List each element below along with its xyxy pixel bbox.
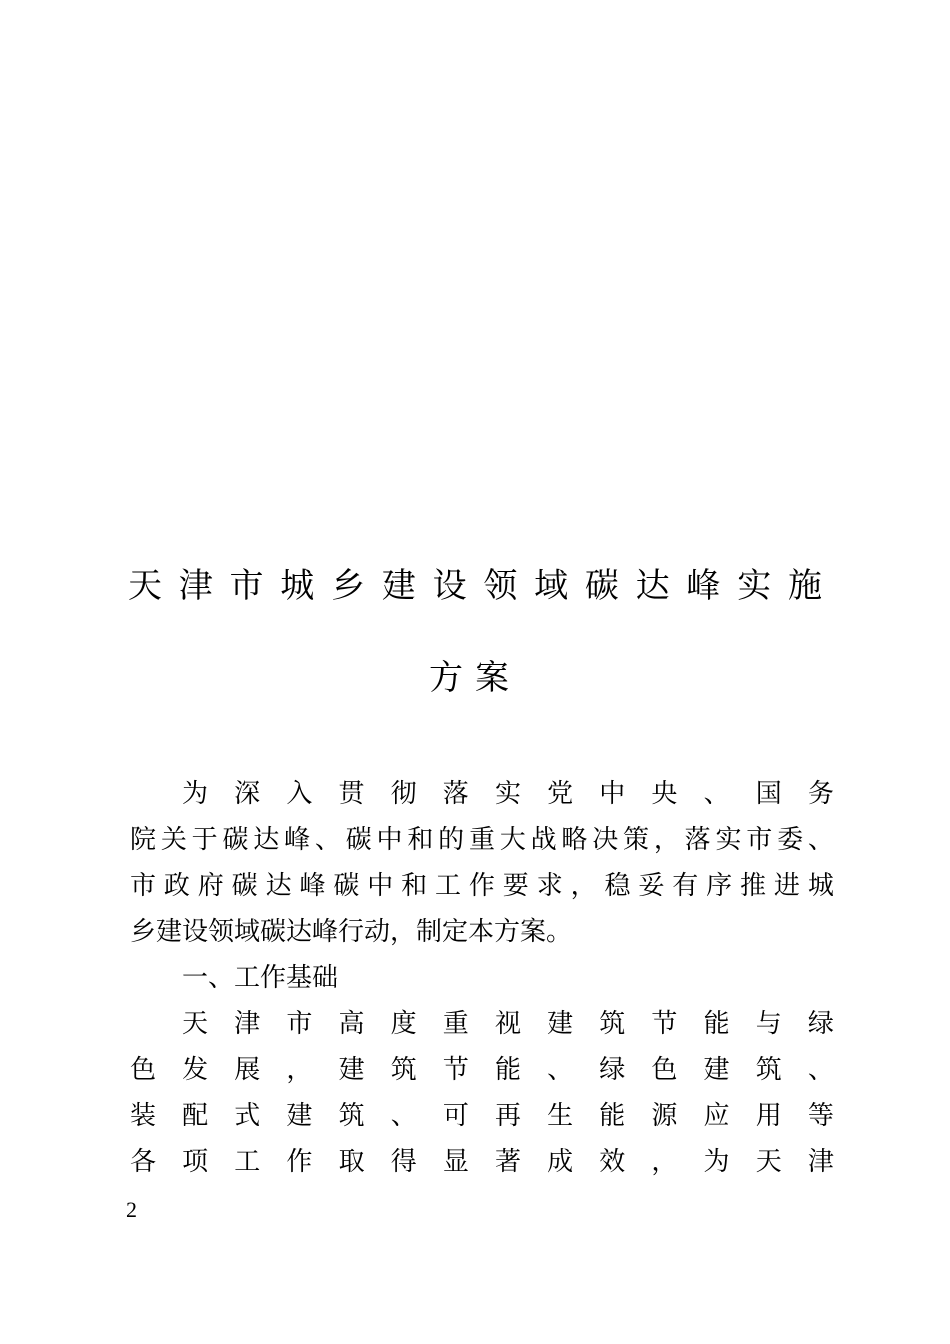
text-character: 、 — [547, 1055, 574, 1085]
text-character: 关 — [160, 825, 187, 855]
text-character: 著 — [494, 1147, 521, 1177]
text-character: 党 — [547, 779, 574, 809]
text-character: 中 — [367, 871, 394, 901]
text-character: 峰 — [686, 566, 721, 606]
intro-paragraph-line — [130, 824, 834, 856]
text-character: 策 — [623, 825, 650, 855]
text-character: 决 — [592, 825, 619, 855]
text-character: 再 — [494, 1101, 521, 1131]
text-character: 峰 — [299, 871, 326, 901]
text-character: 达 — [635, 566, 670, 606]
text-character: 能 — [703, 1009, 730, 1039]
text-character: 各 — [130, 1147, 157, 1177]
text-character: 取 — [338, 1147, 365, 1177]
text-character: 等 — [807, 1101, 834, 1131]
text-character: 乡 — [331, 566, 366, 606]
intro-paragraph-line: 乡建设领域碳达峰行动，制定本方案。 — [130, 917, 573, 947]
text-character: 源 — [651, 1101, 678, 1131]
text-character: 领 — [483, 566, 518, 606]
text-character: 有 — [672, 871, 699, 901]
text-character: 实 — [737, 566, 772, 606]
text-character: 达 — [265, 871, 292, 901]
page-number: 2 — [126, 1197, 137, 1222]
text-character: 用 — [755, 1101, 782, 1131]
text-character: 绿 — [599, 1055, 626, 1085]
text-character: 天 — [755, 1147, 782, 1177]
text-character: 显 — [442, 1147, 469, 1177]
text-character: 达 — [253, 825, 280, 855]
text-character: 大 — [499, 825, 526, 855]
text-character: 建 — [286, 1101, 313, 1131]
text-character: 实 — [715, 825, 742, 855]
text-character: 施 — [787, 566, 822, 606]
text-character: 建 — [703, 1055, 730, 1085]
text-character: 、 — [390, 1101, 417, 1131]
text-character: 略 — [561, 825, 588, 855]
text-character: 筑 — [599, 1009, 626, 1039]
text-character: 、 — [807, 1055, 834, 1085]
text-character: 碳 — [333, 871, 360, 901]
text-character: 配 — [182, 1101, 209, 1131]
text-character: 国 — [755, 779, 782, 809]
intro-paragraph-line — [182, 778, 834, 810]
text-character: 津 — [807, 1147, 834, 1177]
text-character: 应 — [703, 1101, 730, 1131]
text-character: 绿 — [807, 1009, 834, 1039]
text-character: 碳 — [222, 825, 249, 855]
text-character: 天 — [128, 566, 162, 606]
text-character: 央 — [651, 779, 678, 809]
text-character: 推 — [740, 871, 767, 901]
text-character: 域 — [534, 566, 569, 606]
text-character: 式 — [234, 1101, 261, 1131]
text-character: 落 — [442, 779, 469, 809]
section-paragraph-line — [130, 1100, 834, 1132]
text-character: 和 — [407, 825, 434, 855]
text-character: 和 — [401, 871, 428, 901]
text-character: 发 — [182, 1055, 209, 1085]
text-character: 中 — [599, 779, 626, 809]
text-character: 建 — [381, 566, 416, 606]
text-character: ， — [651, 1147, 678, 1177]
text-character: 稳 — [604, 871, 631, 901]
text-character: 视 — [494, 1009, 521, 1039]
text-character: 度 — [390, 1009, 417, 1039]
text-character: 设 — [432, 566, 467, 606]
text-character: 妥 — [638, 871, 665, 901]
text-character: 府 — [197, 871, 224, 901]
text-character: 津 — [234, 1009, 261, 1039]
text-character: 战 — [530, 825, 557, 855]
document-title-line-1 — [128, 566, 822, 606]
text-character: ， — [570, 871, 597, 901]
text-character: 作 — [286, 1147, 313, 1177]
text-character: 于 — [191, 825, 218, 855]
text-character: 中 — [376, 825, 403, 855]
text-character: 城 — [807, 871, 834, 901]
text-character: 色 — [130, 1055, 157, 1085]
text-character: 碳 — [584, 566, 619, 606]
text-character: 生 — [547, 1101, 574, 1131]
text-character: 要 — [502, 871, 529, 901]
text-character: 能 — [494, 1055, 521, 1085]
text-character: 、 — [314, 825, 341, 855]
text-character: 政 — [163, 871, 190, 901]
text-character: 能 — [599, 1101, 626, 1131]
text-character: 市 — [286, 1009, 313, 1039]
section-paragraph-line — [182, 1008, 834, 1040]
section-heading: 一、工作基础 — [182, 963, 339, 993]
text-character: 与 — [755, 1009, 782, 1039]
text-character: 市 — [746, 825, 773, 855]
text-character: 碳 — [345, 825, 372, 855]
text-character: 工 — [435, 871, 462, 901]
text-character: 效 — [599, 1147, 626, 1177]
text-character: 天 — [182, 1009, 209, 1039]
text-character: 、 — [807, 825, 834, 855]
text-character: 为 — [182, 779, 209, 809]
text-character: 峰 — [284, 825, 311, 855]
text-character: 入 — [286, 779, 313, 809]
text-character: 、 — [703, 779, 730, 809]
document-title-line-2: 方案 — [429, 658, 521, 698]
text-character: 建 — [547, 1009, 574, 1039]
text-character: 项 — [182, 1147, 209, 1177]
text-character: 求 — [536, 871, 563, 901]
text-character: 务 — [807, 779, 834, 809]
text-character: ， — [653, 825, 680, 855]
text-character: 成 — [547, 1147, 574, 1177]
text-character: 得 — [390, 1147, 417, 1177]
text-character: 重 — [442, 1009, 469, 1039]
text-character: 进 — [773, 871, 800, 901]
text-character: 筑 — [755, 1055, 782, 1085]
text-character: 市 — [130, 871, 157, 901]
text-character: 深 — [234, 779, 261, 809]
text-character: 落 — [684, 825, 711, 855]
text-character: 委 — [777, 825, 804, 855]
text-character: 实 — [494, 779, 521, 809]
text-character: 津 — [178, 566, 213, 606]
text-character: 作 — [468, 871, 495, 901]
text-character: 院 — [130, 825, 157, 855]
text-character: 重 — [468, 825, 495, 855]
section-paragraph-line — [130, 1146, 834, 1178]
text-character: 为 — [703, 1147, 730, 1177]
text-character: 工 — [234, 1147, 261, 1177]
text-character: ， — [286, 1055, 313, 1085]
text-character: 筑 — [390, 1055, 417, 1085]
text-character: 贯 — [338, 779, 365, 809]
text-character: 序 — [706, 871, 733, 901]
text-character: 装 — [130, 1101, 157, 1131]
text-character: 市 — [229, 566, 264, 606]
text-character: 色 — [651, 1055, 678, 1085]
intro-paragraph-line — [130, 870, 834, 902]
text-character: 节 — [651, 1009, 678, 1039]
text-character: 展 — [234, 1055, 261, 1085]
text-character: 碳 — [231, 871, 258, 901]
section-paragraph-line — [130, 1054, 834, 1086]
text-character: 的 — [438, 825, 465, 855]
text-character: 建 — [338, 1055, 365, 1085]
text-character: 节 — [442, 1055, 469, 1085]
text-character: 彻 — [390, 779, 417, 809]
text-character: 城 — [280, 566, 315, 606]
text-character: 筑 — [338, 1101, 365, 1131]
text-character: 可 — [442, 1101, 469, 1131]
text-character: 高 — [338, 1009, 365, 1039]
